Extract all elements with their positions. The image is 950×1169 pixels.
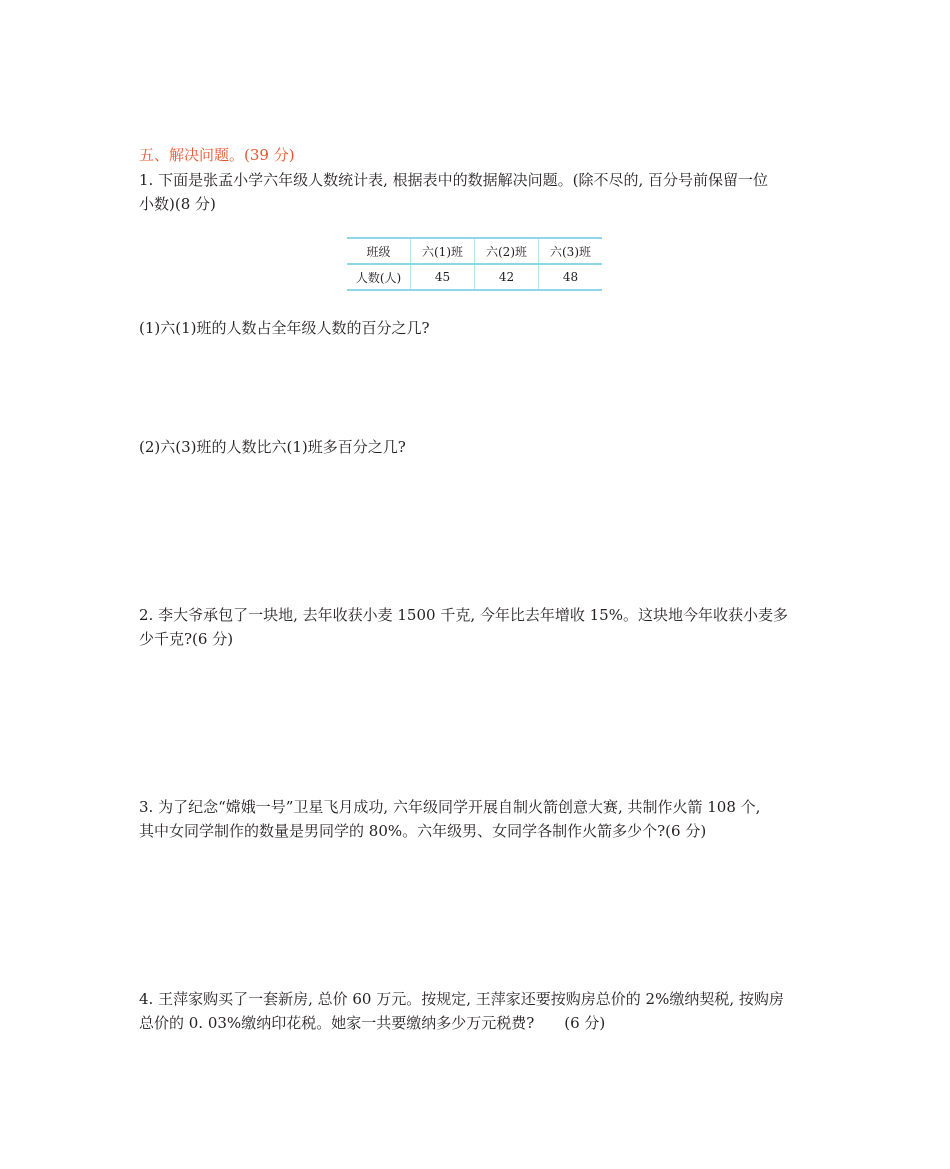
table-cell: 六(1)班	[411, 238, 475, 264]
question-2-text-line-2: 少千克?(6 分)	[139, 630, 234, 648]
table-cell: 人数(人)	[347, 264, 411, 290]
question-3-text-line-1: 3. 为了纪念“嫦娥一号”卫星飞月成功, 六年级同学开展自制火箭创意大赛, 共制作火箭 108 个,	[139, 798, 761, 816]
table-row	[347, 264, 602, 290]
question-4-text-line-2: 总价的 0. 03%缴纳印花税。她家一共要缴纳多少万元税费? (6 分)	[139, 1014, 606, 1032]
question-4-text-line-1: 4. 王萍家购买了一套新房, 总价 60 万元。按规定, 王萍家还要按购房总价的 2%缴纳契税, 按购房	[139, 990, 784, 1008]
question-1-sub-2: (2)六(3)班的人数比六(1)班多百分之几?	[139, 438, 406, 456]
table-cell: 六(2)班	[475, 238, 539, 264]
table-cell: 45	[411, 264, 475, 290]
table-cell: 48	[539, 264, 603, 290]
section-title: 五、解决问题。(39 分)	[139, 146, 295, 164]
class-population-table	[347, 237, 602, 291]
table-cell: 班级	[347, 238, 411, 264]
question-1-text-line-2: 小数)(8 分)	[139, 195, 216, 213]
question-3-text-line-2: 其中女同学制作的数量是男同学的 80%。六年级男、女同学各制作火箭多少个?(6 分)	[139, 822, 707, 840]
table-header-row	[347, 238, 602, 264]
table-cell: 42	[475, 264, 539, 290]
table-cell: 六(3)班	[539, 238, 603, 264]
question-1-text-line-1: 1. 下面是张孟小学六年级人数统计表, 根据表中的数据解决问题。(除不尽的, 百分号前保留一位	[139, 171, 769, 189]
question-1-sub-1: (1)六(1)班的人数占全年级人数的百分之几?	[139, 319, 430, 337]
question-2-text-line-1: 2. 李大爷承包了一块地, 去年收获小麦 1500 千克, 今年比去年增收 15%。这块地今年收获小麦多	[139, 606, 788, 624]
